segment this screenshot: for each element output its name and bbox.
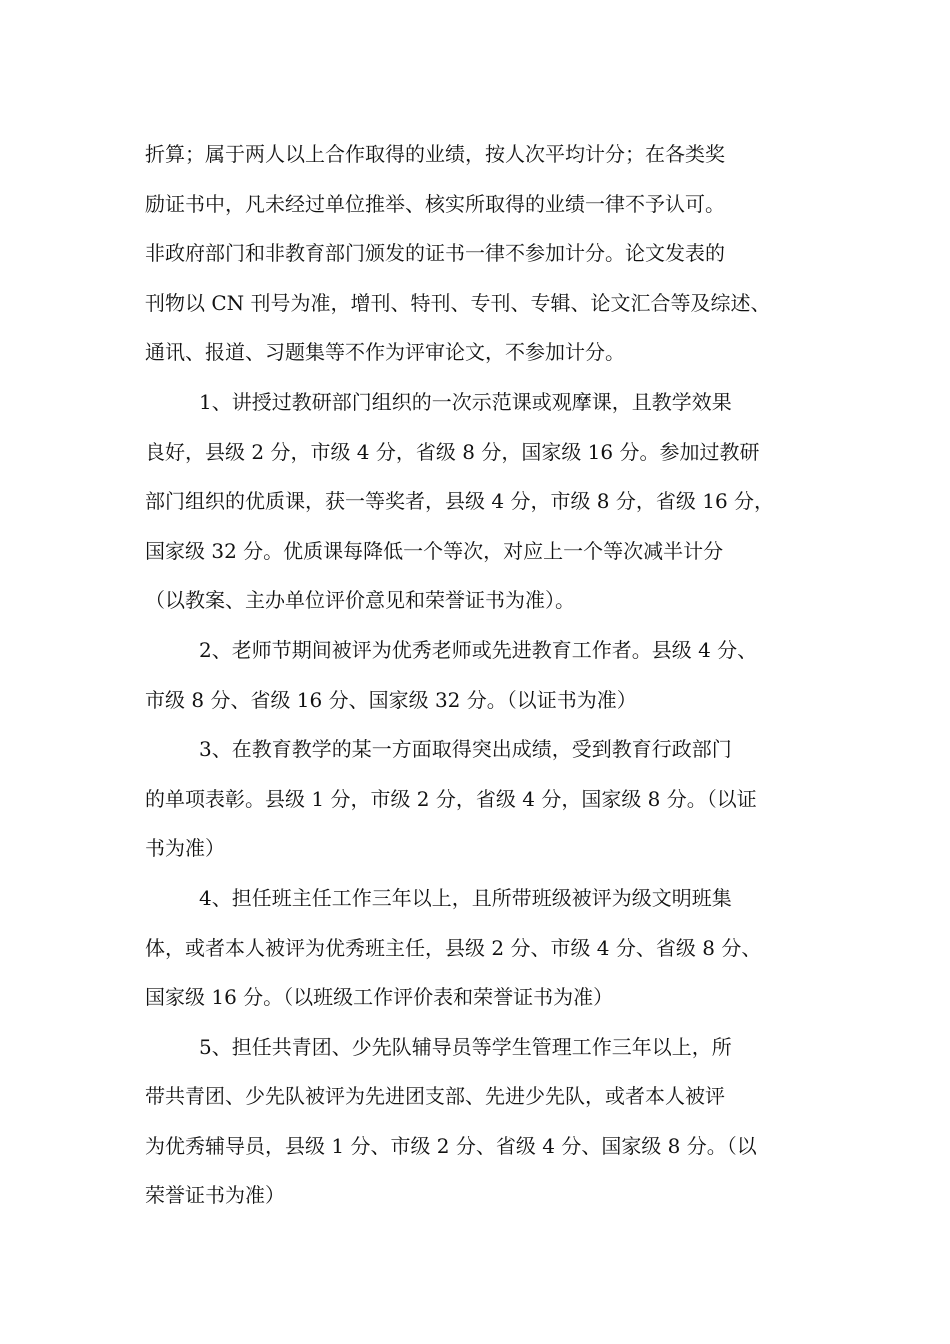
text-line: 非政府部门和非教育部门颁发的证书一律不参加计分。论文发表的	[145, 241, 725, 266]
text-line: 为优秀辅导员，县级 1 分、市级 2 分、省级 4 分、国家级 8 分。（以	[145, 1133, 757, 1158]
text-line: 1、讲授过教研部门组织的一次示范课或观摩课，且教学效果	[199, 389, 732, 414]
text-line: 4、担任班主任工作三年以上，且所带班级被评为级文明班集	[199, 885, 732, 910]
document-body	[145, 130, 825, 1221]
text-line: （以教案、主办单位评价意见和荣誉证书为准）。	[145, 588, 575, 613]
paragraph-item-4	[145, 874, 825, 1023]
text-line: 3、在教育教学的某一方面取得突出成绩，受到教育行政部门	[199, 737, 732, 762]
text-line: 刊物以 CN 刊号为准，增刊、特刊、专刊、专辑、论文汇合等及综述、	[145, 290, 771, 315]
text-line: 体，或者本人被评为优秀班主任，县级 2 分、市级 4 分、省级 8 分、	[145, 935, 762, 960]
text-line: 通讯、报道、习题集等不作为评审论文，不参加计分。	[145, 340, 625, 365]
text-line: 国家级 16 分。（以班级工作评价表和荣誉证书为准）	[145, 985, 614, 1010]
text-line: 励证书中，凡未经过单位推举、核实所取得的业绩一律不予认可。	[145, 191, 725, 216]
text-line: 带共青团、少先队被评为先进团支部、先进少先队，或者本人被评	[145, 1084, 725, 1109]
text-line: 折算；属于两人以上合作取得的业绩，按人次平均计分；在各类奖	[145, 142, 725, 166]
text-line: 2、老师节期间被评为优秀老师或先进教育工作者。县级 4 分、	[199, 637, 758, 662]
paragraph-item-1	[145, 378, 825, 626]
paragraph-item-5	[145, 1023, 825, 1221]
text-line: 市级 8 分、省级 16 分、国家级 32 分。（以证书为准）	[145, 687, 637, 712]
text-line: 部门组织的优质课，获一等奖者，县级 4 分，市级 8 分，省级 16 分，	[145, 489, 775, 514]
text-line: 的单项表彰。县级 1 分，市级 2 分，省级 4 分，国家级 8 分。（以证	[145, 786, 757, 811]
text-line: 国家级 32 分。优质课每降低一个等次，对应上一个等次减半计分	[145, 538, 724, 563]
text-line: 荣誉证书为准）	[145, 1183, 285, 1208]
text-line: 良好，县级 2 分，市级 4 分，省级 8 分，国家级 16 分。参加过教研	[145, 439, 760, 464]
paragraph-item-2	[145, 626, 825, 725]
paragraph-item-3	[145, 725, 825, 874]
paragraph-scoring-rules	[145, 130, 825, 378]
text-line: 书为准）	[145, 836, 225, 861]
text-line: 5、担任共青团、少先队辅导员等学生管理工作三年以上，所	[199, 1034, 732, 1059]
